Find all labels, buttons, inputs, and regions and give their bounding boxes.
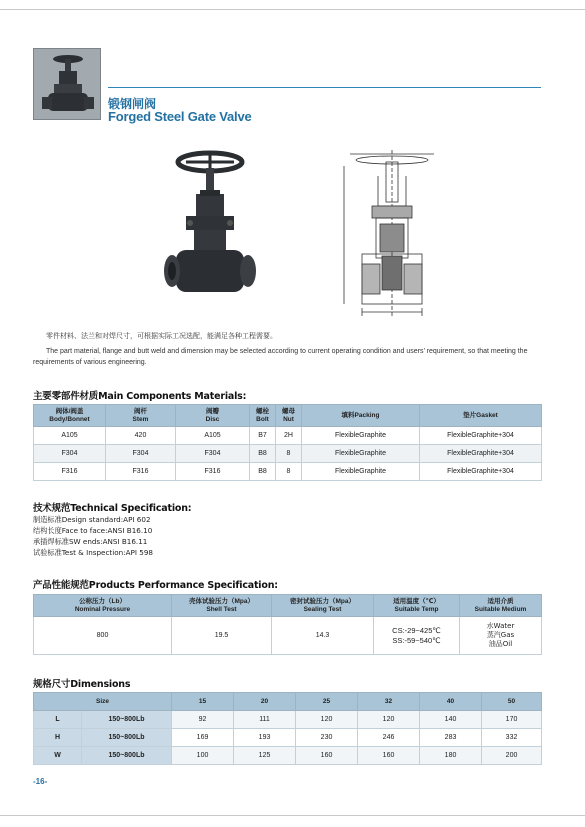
header-bolt: 螺栓 Bolt bbox=[250, 405, 276, 427]
table-row bbox=[34, 747, 542, 765]
table-cell: F304 bbox=[106, 445, 176, 463]
table-cell: 160 bbox=[296, 747, 358, 765]
table-cell: FlexibleGraphite+304 bbox=[420, 463, 542, 481]
table-row bbox=[34, 463, 542, 481]
table-cell: 180 bbox=[420, 747, 482, 765]
dimensions-heading: 规格尺寸Dimensions bbox=[33, 679, 131, 690]
header-size-value: 40 bbox=[420, 693, 482, 711]
table-cell: FlexibleGraphite bbox=[302, 445, 420, 463]
header-disc: 阀瓣 Disc bbox=[176, 405, 250, 427]
valve-photo bbox=[160, 150, 260, 310]
row-range: 150~800Lb bbox=[82, 729, 172, 747]
performance-heading: 产品性能规范Products Performance Specification: bbox=[33, 580, 278, 591]
table-cell: FlexibleGraphite bbox=[302, 463, 420, 481]
table-cell: 246 bbox=[358, 729, 420, 747]
table-cell: B8 bbox=[250, 445, 276, 463]
header-sealing-test: 密封试验压力（Mpa） Sealing Test bbox=[272, 595, 374, 617]
table-cell: 92 bbox=[172, 711, 234, 729]
header-size-value: 50 bbox=[482, 693, 542, 711]
table-row bbox=[34, 729, 542, 747]
technical-list bbox=[33, 514, 153, 558]
table-cell: CS:-29~425℃ SS:-59~540℃ bbox=[374, 617, 460, 655]
header-stem: 阀杆 Stem bbox=[106, 405, 176, 427]
description-cn: 零件材料、法兰和对焊尺寸，可根据实际工况选配，能满足各种工程需要。 bbox=[46, 332, 277, 340]
header-size-value: 25 bbox=[296, 693, 358, 711]
table-cell: 800 bbox=[34, 617, 172, 655]
table-cell: 19.5 bbox=[172, 617, 272, 655]
table-cell: 125 bbox=[234, 747, 296, 765]
table-cell: 420 bbox=[106, 427, 176, 445]
table-cell: F316 bbox=[34, 463, 106, 481]
performance-header-row bbox=[34, 595, 542, 617]
page-title-en: Forged Steel Gate Valve bbox=[108, 109, 252, 124]
table-cell: 水Water 蒸汽Gas 油品Oil bbox=[460, 617, 542, 655]
components-header-row bbox=[34, 405, 542, 427]
list-item: 承插焊标准SW ends:ANSI B16.11 bbox=[33, 537, 148, 546]
header-suitable-temp: 适用温度（℃） Suitable Temp bbox=[374, 595, 460, 617]
table-cell: 14.3 bbox=[272, 617, 374, 655]
table-cell: F304 bbox=[34, 445, 106, 463]
components-heading: 主要零部件材质Main Components Materials: bbox=[33, 391, 247, 402]
table-cell: 120 bbox=[296, 711, 358, 729]
table-cell: 8 bbox=[276, 463, 302, 481]
table-cell: F304 bbox=[176, 445, 250, 463]
list-item: 试验标准Test & Inspection:API 598 bbox=[33, 548, 153, 557]
dimensions-header-row bbox=[34, 693, 542, 711]
table-cell: B7 bbox=[250, 427, 276, 445]
performance-table bbox=[33, 594, 542, 655]
header-nominal-pressure: 公称压力（Lb） Nominal Pressure bbox=[34, 595, 172, 617]
table-cell: F316 bbox=[106, 463, 176, 481]
table-cell: 140 bbox=[420, 711, 482, 729]
table-row bbox=[34, 427, 542, 445]
row-range: 150~800Lb bbox=[82, 747, 172, 765]
header-gasket: 垫片Gasket bbox=[420, 405, 542, 427]
table-cell: FlexibleGraphite bbox=[302, 427, 420, 445]
table-cell: F316 bbox=[176, 463, 250, 481]
table-cell: FlexibleGraphite+304 bbox=[420, 427, 542, 445]
components-table bbox=[33, 404, 542, 481]
table-cell: 283 bbox=[420, 729, 482, 747]
table-cell: A105 bbox=[176, 427, 250, 445]
header-body-bonnet: 阀体/阀盖 Body/Bonnet bbox=[34, 405, 106, 427]
header-suitable-medium: 适用介质 Suitable Medium bbox=[460, 595, 542, 617]
valve-technical-drawing bbox=[338, 146, 443, 322]
row-range: 150~800Lb bbox=[82, 711, 172, 729]
table-cell: 111 bbox=[234, 711, 296, 729]
table-cell: 120 bbox=[358, 711, 420, 729]
list-item: 结构长度Face to face:ANSI B16.10 bbox=[33, 526, 153, 535]
table-cell: 193 bbox=[234, 729, 296, 747]
table-cell: 100 bbox=[172, 747, 234, 765]
dimensions-table bbox=[33, 692, 542, 765]
header-shell-test: 壳体试验压力（Mpa） Shell Test bbox=[172, 595, 272, 617]
header-rule bbox=[108, 87, 541, 88]
table-cell: 2H bbox=[276, 427, 302, 445]
table-cell: B8 bbox=[250, 463, 276, 481]
table-cell: 332 bbox=[482, 729, 542, 747]
header-size-value: 32 bbox=[358, 693, 420, 711]
table-row bbox=[34, 445, 542, 463]
table-row bbox=[34, 617, 542, 655]
table-cell: 8 bbox=[276, 445, 302, 463]
page-number: -16- bbox=[33, 777, 48, 786]
header-size-value: 20 bbox=[234, 693, 296, 711]
table-cell: 170 bbox=[482, 711, 542, 729]
product-thumbnail bbox=[33, 48, 101, 120]
page-title-cn: 锻钢闸阀 bbox=[108, 97, 157, 111]
table-cell: A105 bbox=[34, 427, 106, 445]
header-size-value: 15 bbox=[172, 693, 234, 711]
table-cell: 200 bbox=[482, 747, 542, 765]
technical-heading: 技术规范Technical Specification: bbox=[33, 503, 192, 514]
bottom-border bbox=[0, 815, 585, 816]
header-packing: 填料Packing bbox=[302, 405, 420, 427]
table-cell: 230 bbox=[296, 729, 358, 747]
table-cell: FlexibleGraphite+304 bbox=[420, 445, 542, 463]
row-label: L bbox=[34, 711, 82, 729]
row-label: W bbox=[34, 747, 82, 765]
description-en: The part material, flange and butt weld and dimension may be selected according to current operating condition and users’ requirement, so that meeting the requirements of various engineering. bbox=[33, 348, 528, 366]
header-size: Size bbox=[34, 693, 172, 711]
list-item: 制造标准Design standard:API 602 bbox=[33, 515, 151, 524]
table-row bbox=[34, 711, 542, 729]
table-cell: 169 bbox=[172, 729, 234, 747]
top-border bbox=[0, 9, 585, 10]
table-cell: 160 bbox=[358, 747, 420, 765]
row-label: H bbox=[34, 729, 82, 747]
header-nut: 螺母 Nut bbox=[276, 405, 302, 427]
